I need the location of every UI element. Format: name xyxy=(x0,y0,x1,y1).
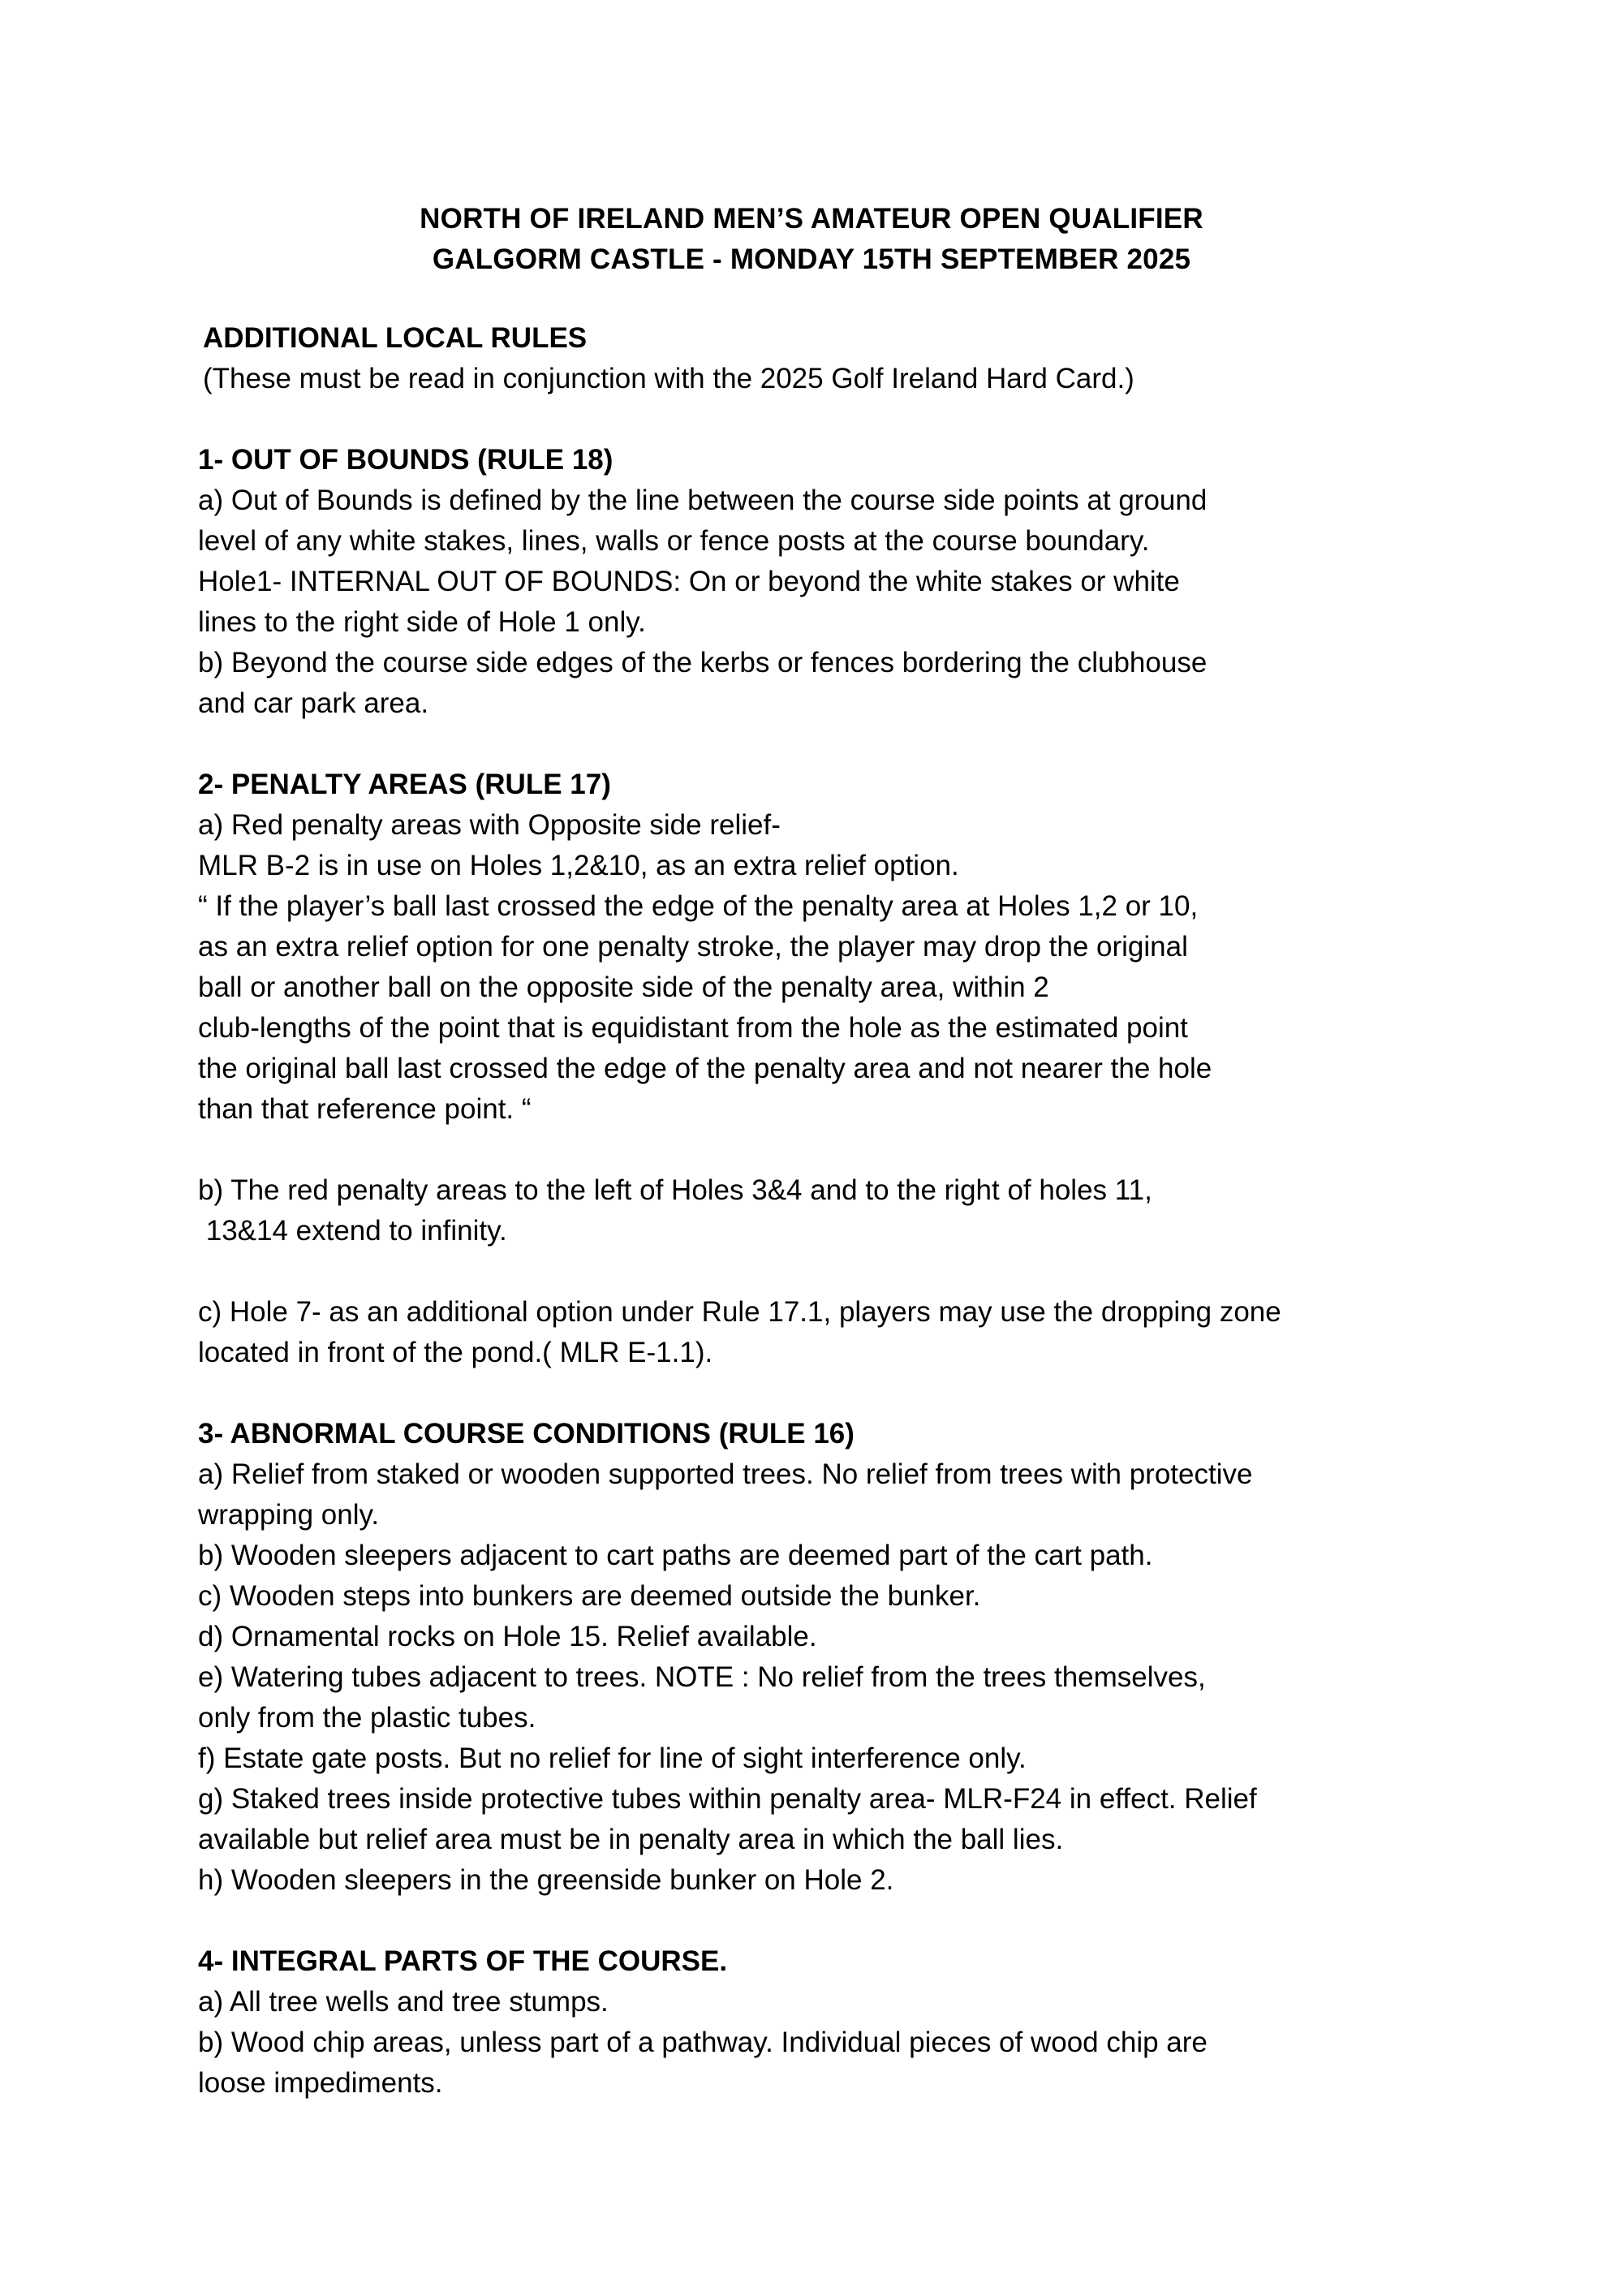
rule-line: c) Wooden steps into bunkers are deemed outside the bunker. xyxy=(198,1580,981,1612)
rule-line: 13&14 extend to infinity. xyxy=(198,1215,507,1247)
document-title xyxy=(0,199,1623,280)
rule-line: than that reference point. “ xyxy=(198,1093,532,1125)
rule-line: c) Hole 7- as an additional option under Rule 17.1, players may use the dropping zone xyxy=(198,1296,1281,1328)
document-body xyxy=(198,318,1464,2104)
title-line-event: NORTH OF IRELAND MEN’S AMATEUR OPEN QUALIFIER xyxy=(420,203,1203,235)
rule-line: club-lengths of the point that is equidistant from the hole as the estimated point xyxy=(198,1012,1188,1044)
rule-line: MLR B-2 is in use on Holes 1,2&10, as an extra relief option. xyxy=(198,850,959,881)
section-abnormal-course-conditions xyxy=(198,1414,1464,1901)
rule-line: b) Wood chip areas, unless part of a pathway. Individual pieces of wood chip are xyxy=(198,2027,1208,2058)
rule-line: “ If the player’s ball last crossed the edge of the penalty area at Holes 1,2 or 10, xyxy=(198,890,1199,922)
rule-line: ball or another ball on the opposite side of the penalty area, within 2 xyxy=(198,971,1049,1003)
section-integral-parts xyxy=(198,1941,1464,2104)
section-heading: 4- INTEGRAL PARTS OF THE COURSE. xyxy=(198,1945,728,1977)
section-out-of-bounds xyxy=(198,440,1464,724)
rule-line: loose impediments. xyxy=(198,2067,443,2099)
rule-line: Hole1- INTERNAL OUT OF BOUNDS: On or beyond the white stakes or white xyxy=(198,566,1180,597)
rule-line: wrapping only. xyxy=(198,1499,380,1531)
spacer xyxy=(198,724,1464,765)
section-heading: 3- ABNORMAL COURSE CONDITIONS (RULE 16) xyxy=(198,1418,855,1450)
spacer xyxy=(198,1130,1464,1170)
rule-line: b) Beyond the course side edges of the kerbs or fences bordering the clubhouse xyxy=(198,647,1208,678)
rule-line: g) Staked trees inside protective tubes within penalty area- MLR-F24 in effect. Relief xyxy=(198,1783,1257,1815)
rule-line: only from the plastic tubes. xyxy=(198,1702,536,1734)
spacer xyxy=(198,1373,1464,1414)
spacer xyxy=(198,1901,1464,1941)
rule-line: level of any white stakes, lines, walls or fence posts at the course boundary. xyxy=(198,525,1150,557)
spacer xyxy=(198,399,1464,440)
section-penalty-areas xyxy=(198,765,1464,1373)
rule-line: h) Wooden sleepers in the greenside bunker on Hole 2. xyxy=(198,1864,894,1896)
rule-line: lines to the right side of Hole 1 only. xyxy=(198,606,646,638)
rule-line: the original ball last crossed the edge of the penalty area and not nearer the hole xyxy=(198,1053,1212,1084)
section-heading: 1- OUT OF BOUNDS (RULE 18) xyxy=(198,444,613,476)
rule-line: e) Watering tubes adjacent to trees. NOTE : No relief from the trees themselves, xyxy=(198,1661,1206,1693)
rule-line: and car park area. xyxy=(198,687,429,719)
rule-line: a) Relief from staked or wooden supported trees. No relief from trees with protective xyxy=(198,1458,1253,1490)
rule-line: b) Wooden sleepers adjacent to cart paths are deemed part of the cart path. xyxy=(198,1540,1153,1571)
rule-line: available but relief area must be in penalty area in which the ball lies. xyxy=(198,1824,1064,1855)
section-heading: 2- PENALTY AREAS (RULE 17) xyxy=(198,769,611,800)
rule-line: d) Ornamental rocks on Hole 15. Relief available. xyxy=(198,1621,817,1652)
rule-line: located in front of the pond.( MLR E-1.1). xyxy=(198,1337,713,1368)
rule-line: a) Out of Bounds is defined by the line between the course side points at ground xyxy=(198,485,1208,516)
title-line-venue-date: GALGORM CASTLE - MONDAY 15TH SEPTEMBER 2025 xyxy=(432,243,1191,275)
rule-line: as an extra relief option for one penalty stroke, the player may drop the original xyxy=(198,931,1188,963)
rules-heading: ADDITIONAL LOCAL RULES xyxy=(203,322,588,354)
rule-line: f) Estate gate posts. But no relief for line of sight interference only. xyxy=(198,1742,1027,1774)
rule-line: b) The red penalty areas to the left of Holes 3&4 and to the right of holes 11, xyxy=(198,1174,1152,1206)
rule-line: a) Red penalty areas with Opposite side relief- xyxy=(198,809,781,841)
rule-line: a) All tree wells and tree stumps. xyxy=(198,1986,609,2018)
rules-subheading: (These must be read in conjunction with the 2025 Golf Ireland Hard Card.) xyxy=(203,363,1134,394)
spacer xyxy=(198,1251,1464,1292)
